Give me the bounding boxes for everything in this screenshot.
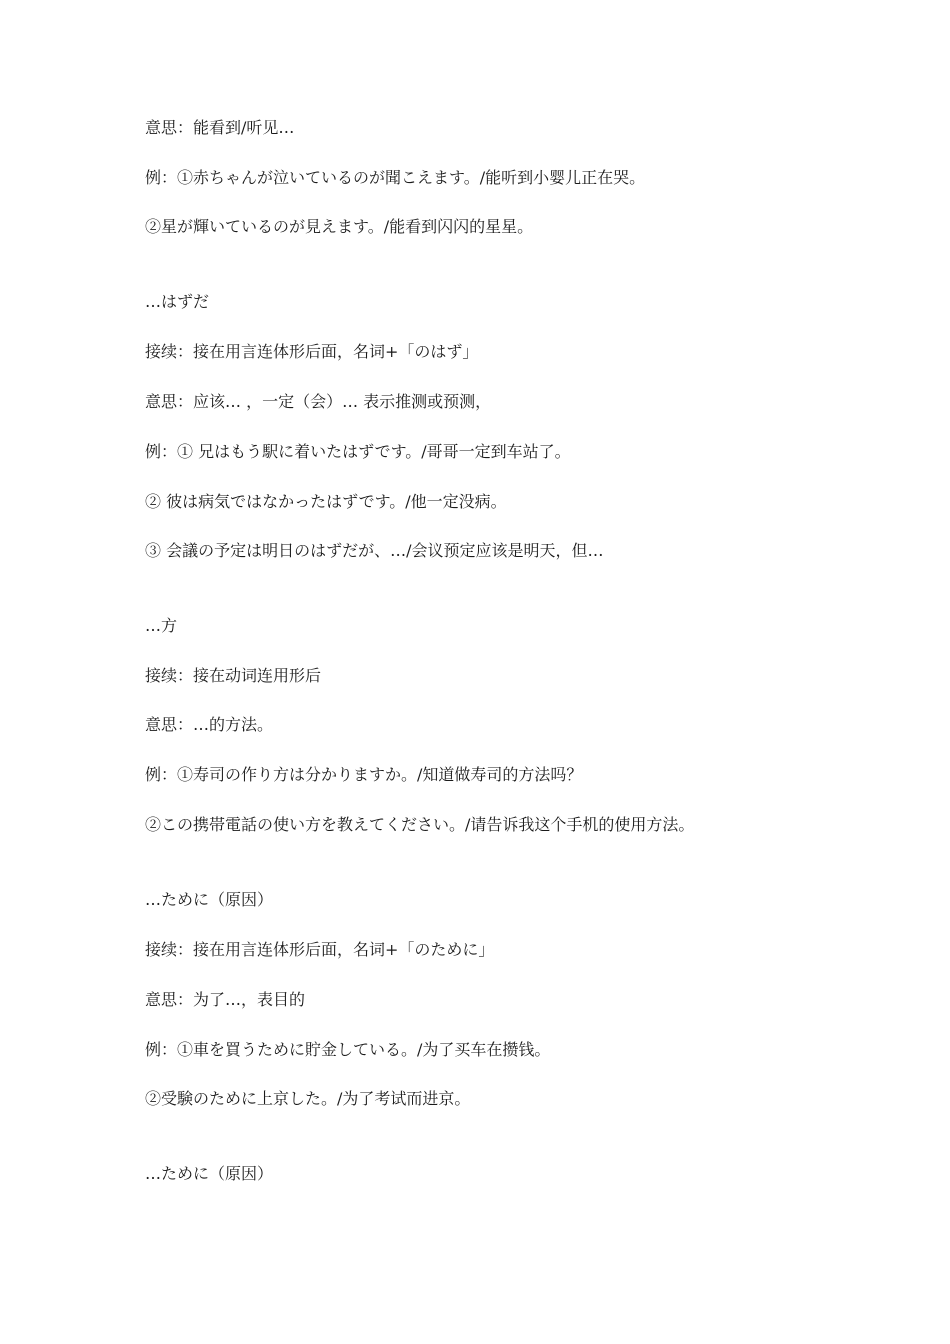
text-line-connection-4: 接续：接在用言连体形后面，名词+「のために」 xyxy=(145,940,495,959)
text-line-meaning-2: 意思：应该… ，一定（会）… 表示推测或预测， xyxy=(145,392,492,411)
text-line-meaning-4: 意思：为了…，表目的 xyxy=(145,990,306,1009)
text-line-example-4b: ②受験のために上京した。/为了考试而进京。 xyxy=(145,1089,471,1108)
heading-kata: …方 xyxy=(145,616,178,635)
text-line-example-1b: ②星が輝いているのが見えます。/能看到闪闪的星星。 xyxy=(145,217,534,236)
text-line-example-2a: 例：① 兄はもう駅に着いたはずです。/哥哥一定到车站了。 xyxy=(145,442,571,461)
text-line-example-1a: 例：①赤ちゃんが泣いているのが聞こえます。/能听到小婴儿正在哭。 xyxy=(145,168,646,187)
text-line-connection-3: 接续：接在动词连用形后 xyxy=(145,666,322,685)
text-line-example-2b: ② 彼は病気ではなかったはずです。/他一定没病。 xyxy=(145,492,507,511)
heading-tameni-1: …ために（原因） xyxy=(145,890,274,909)
heading-tameni-2: …ために（原因） xyxy=(145,1164,274,1183)
text-line-example-3b: ②この携帯電話の使い方を教えてください。/请告诉我这个手机的使用方法。 xyxy=(145,815,695,834)
text-line-meaning-3: 意思：…的方法。 xyxy=(145,715,274,734)
text-line-meaning-1: 意思：能看到/听见… xyxy=(145,118,295,137)
text-line-example-4a: 例：①車を買うために貯金している。/为了买车在攒钱。 xyxy=(145,1040,551,1059)
text-line-connection-2: 接续：接在用言连体形后面，名词+「のはず」 xyxy=(145,342,479,361)
heading-hazuda: …はずだ xyxy=(145,292,210,311)
text-line-example-2c: ③ 会議の予定は明日のはずだが、…/会议预定应该是明天，但… xyxy=(145,541,604,560)
text-line-example-3a: 例：①寿司の作り方は分かりますか。/知道做寿司的方法吗？ xyxy=(145,765,583,784)
